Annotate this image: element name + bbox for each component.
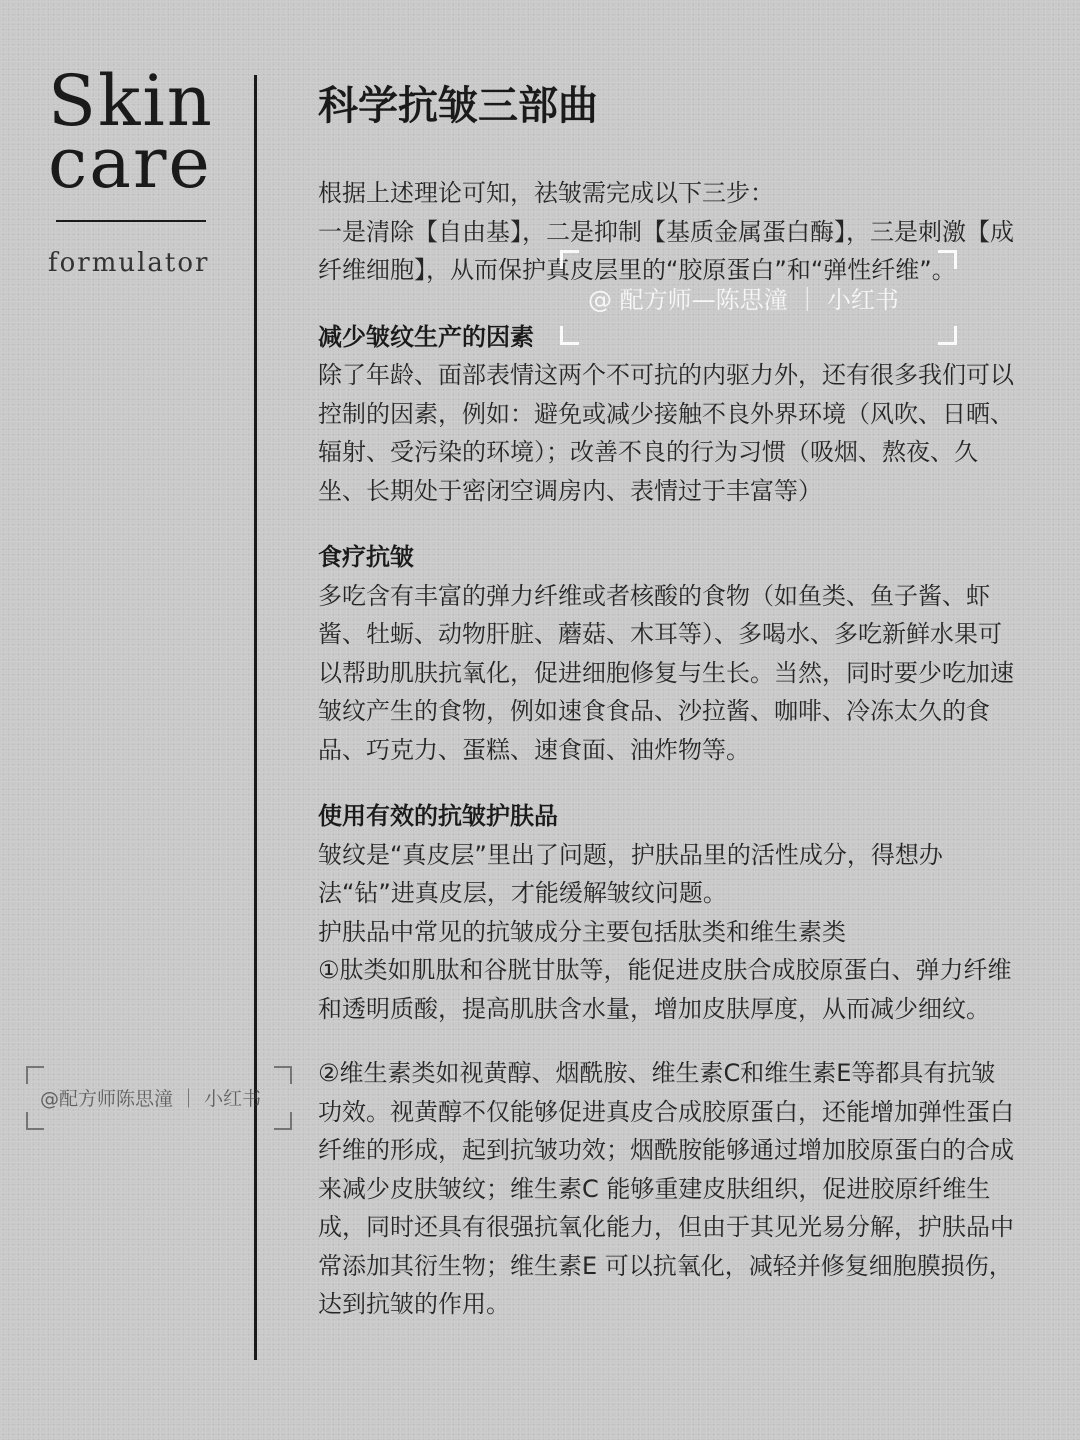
section-paragraph: 多吃含有丰富的弹力纤维或者核酸的食物（如鱼类、鱼子酱、虾酱、牡蛎、动物肝脏、蘑菇、木耳等）、多喝水、多吃新鲜水果可以帮助肌肤抗氧化，促进细胞修复与生长。当然，同时要少吃加速皱纹产生的食物，例如速食食品、沙拉酱、咖啡、冷冻太久的食品、巧克力、蛋糕、速食面、油炸物等。 xyxy=(318,581,1014,764)
brand-divider xyxy=(56,220,206,222)
watermark-corner xyxy=(938,326,957,345)
intro-line: 根据上述理论可知，祛皱需完成以下三步： xyxy=(318,179,774,207)
watermark-corner xyxy=(26,1112,44,1130)
watermark-corner xyxy=(26,1066,44,1084)
section-heading-diet: 食疗抗皱 xyxy=(318,543,414,571)
section-heading-skincare: 使用有效的抗皱护肤品 xyxy=(318,802,558,830)
section-paragraph: 除了年龄、面部表情这两个不可抗的内驱力外，还有很多我们可以控制的因素，例如：避免或减少接触不良外界环境（风吹、日晒、辐射、受污染的环境）；改善不良的行为习惯（吸烟、熬夜、久坐、长期处于密闭空调房内、表情过于丰富等） xyxy=(318,361,1014,505)
page-title: 科学抗皱三部曲 xyxy=(318,83,598,129)
brand-line-care: care xyxy=(48,122,212,204)
intro-paragraph: 一是清除【自由基】，二是抑制【基质金属蛋白酶】，三是刺激【成纤维细胞】，从而保护真皮层里的“胶原蛋白”和“弹性纤维”。 xyxy=(318,217,1014,284)
article xyxy=(318,80,1018,1324)
section-paragraph: ①肽类如肌肽和谷胱甘肽等，能促进皮肤合成胶原蛋白、弹力纤维和透明质酸，提高肌肤含水量，增加皮肤厚度，从而减少细纹。 xyxy=(318,956,1012,1023)
watermark-top: @ 配方师—陈思潼 ｜ 小红书 xyxy=(588,286,899,314)
watermark-side: @配方师陈思潼 ｜ 小红书 xyxy=(40,1088,262,1110)
watermark-corner xyxy=(560,250,579,269)
closing-paragraph: ②维生素类如视黄醇、烟酰胺、维生素C和维生素E等都具有抗皱功效。视黄醇不仅能够促进真皮合成胶原蛋白，还能增加弹性蛋白纤维的形成，起到抗皱功效；烟酰胺能够通过增加胶原蛋白的合成来减少皮肤皱纹；维生素C 能够重建皮肤组织，促进胶原纤维生成，同时还具有很强抗氧化能力，但由于其见光易分解，护肤品中常添加其衍生物；维生素E 可以抗氧化，减轻并修复细胞膜损伤，达到抗皱的作用。 xyxy=(318,1059,1014,1318)
section-paragraph: 护肤品中常见的抗皱成分主要包括肽类和维生素类 xyxy=(318,917,846,946)
section-heading-factors: 减少皱纹生产的因素 xyxy=(318,322,534,351)
watermark-corner xyxy=(274,1112,292,1130)
brand-subtitle: formulator xyxy=(48,248,210,278)
watermark-corner xyxy=(938,250,957,269)
brand-line-skin: Skin xyxy=(48,60,214,142)
brand-logo xyxy=(48,60,218,278)
watermark-corner xyxy=(560,326,579,345)
vertical-divider xyxy=(254,75,257,1360)
watermark-corner xyxy=(274,1066,292,1084)
section-paragraph: 皱纹是“真皮层”里出了问题，护肤品里的活性成分，得想办法“钻”进真皮层，才能缓解皱纹问题。 xyxy=(318,840,943,907)
